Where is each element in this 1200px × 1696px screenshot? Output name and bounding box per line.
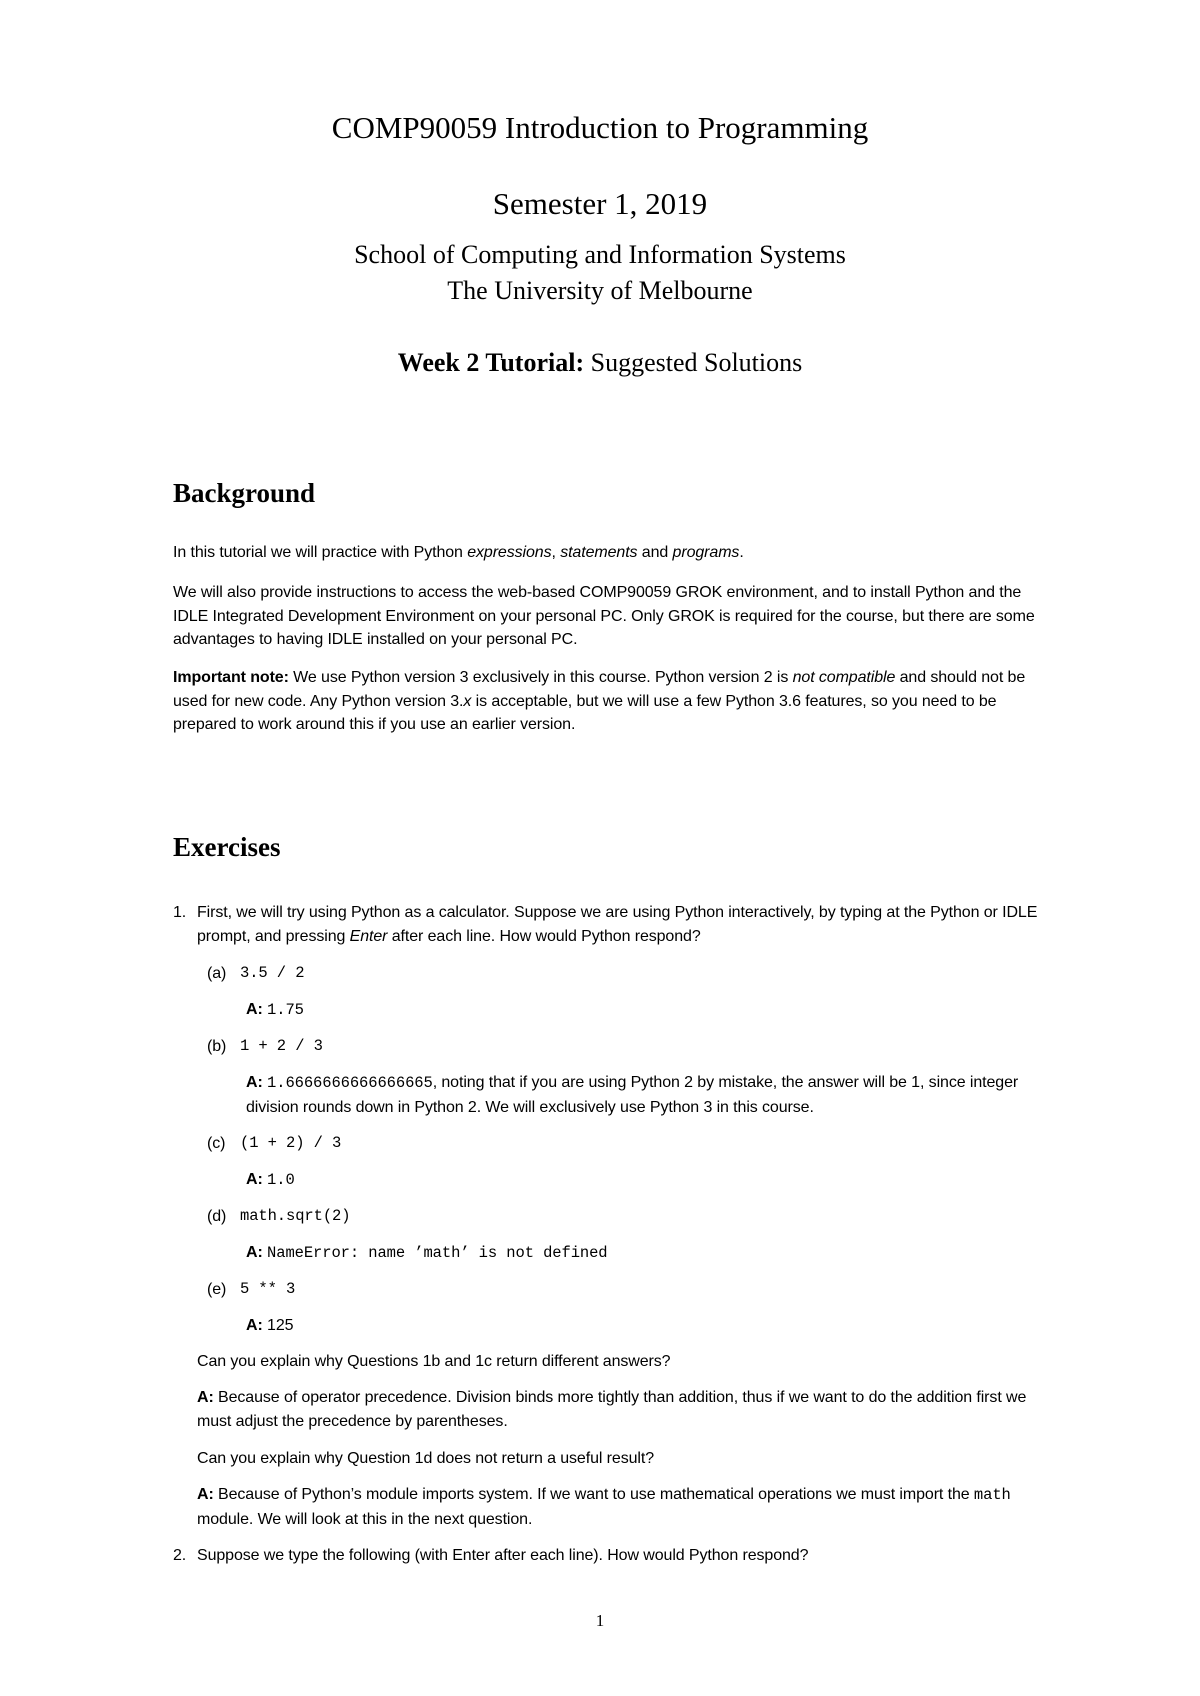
background-paragraph-2: We will also provide instructions to access the web-based COMP90059 GROK environment, and to install Python and the IDLE Integrated Development Environment on your personal PC. Only GROK is required for the course, but there are some advantages to having IDLE installed on your personal PC. [173, 584, 1035, 648]
part-e-code: 5 ** 3 [240, 1280, 296, 1298]
tutorial-title [0, 348, 1200, 378]
exercises-heading: Exercises [173, 832, 281, 862]
part-a-label: (a) [207, 965, 227, 982]
part-d-label: (d) [207, 1208, 227, 1225]
part-c-code: (1 + 2) / 3 [240, 1134, 342, 1152]
page-number: 1 [595, 1611, 605, 1630]
course-title: COMP90059 Introduction to Programming [331, 110, 869, 145]
tutorial-week: Week 2 Tutorial: [397, 348, 585, 377]
question-1-text: First, we will try using Python as a calculator. Suppose we are using Python interactively, by typing at the Python or IDLE prompt, and pressing Enter after each line. How would Python respond? [197, 904, 1038, 945]
question-2-text: Suppose we type the following (with Enter after each line). How would Python respond? [197, 1547, 809, 1564]
important-note: Important note: We use Python version 3 exclusively in this course. Python version 2 is not compatible and should not be used for new code. Any Python version 3.x is acceptable, but we will use a few Python 3.6 features, so you need to be prepared to work around this if you use an earlier version. [173, 669, 1026, 733]
part-e-label: (e) [207, 1281, 227, 1298]
why-answer-2: A: Because of Python’s module imports system. If we want to use mathematical operations we must import the math module. We will look at this in the next question. [197, 1486, 1011, 1528]
background-paragraph-1: In this tutorial we will practice with Python expressions, statements and programs. [173, 544, 744, 561]
background-heading: Background [173, 478, 316, 508]
why-question-1: Can you explain why Questions 1b and 1c return different answers? [197, 1353, 671, 1370]
part-b-code: 1 + 2 / 3 [240, 1037, 323, 1055]
why-question-2: Can you explain why Question 1d does not return a useful result? [197, 1450, 654, 1467]
part-c-answer: A: 1.0 [246, 1171, 295, 1189]
part-d-answer: A: NameError: name ’math’ is not defined [246, 1244, 608, 1262]
part-a-code: 3.5 / 2 [240, 964, 305, 982]
question-1-number: 1. [173, 904, 187, 921]
semester-title: Semester 1, 2019 [492, 186, 708, 221]
part-b-label: (b) [207, 1038, 227, 1055]
part-e-answer: A: 125 [246, 1317, 294, 1334]
part-d-code: math.sqrt(2) [240, 1207, 351, 1225]
school-name: School of Computing and Information Systems [354, 240, 846, 269]
why-answer-1: A: Because of operator precedence. Division binds more tightly than addition, thus if we want to do the addition first we must adjust the precedence by parentheses. [197, 1389, 1027, 1430]
university-name: The University of Melbourne [447, 276, 753, 305]
part-a-answer: A: 1.75 [246, 1001, 304, 1019]
part-b-answer: A: 1.6666666666666665, noting that if you are using Python 2 by mistake, the answer will be 1, since integer division rounds down in Python 2. We will exclusively use Python 3 in this course. [246, 1074, 1019, 1116]
question-2-number: 2. [173, 1547, 187, 1564]
part-c-label: (c) [207, 1135, 226, 1152]
tutorial-subtitle: Suggested Solutions [584, 348, 803, 377]
